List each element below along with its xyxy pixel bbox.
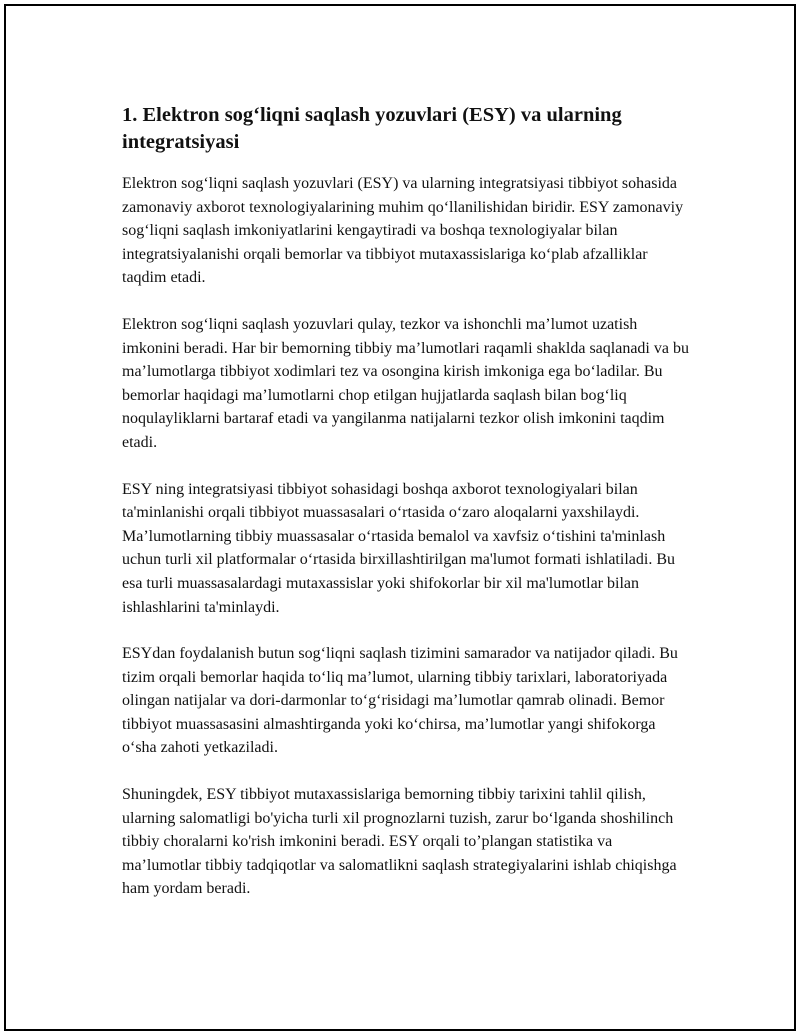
paragraph-3: ESY ning integratsiyasi tibbiyot sohasidagi boshqa axborot texnologiyalari bilan ta'minlanishi orqali tibbiyot muassasalari o‘rtasida o‘zaro aloqalarni yaxshilaydi. Ma’lumotlarning tibbiy muassasalar o‘rtasida bemalol va xavfsiz o‘tishini ta'minlash uchun turli xil platformalar o‘rtasida birxillashtirilgan ma'lumot formati ishlatiladi. Bu esa turli muassasalardagi mutaxassislar yoki shifokorlar bir xil ma'lumotlar bilan ishlashlarini ta'minlaydi. [122, 480, 675, 616]
paragraph-1: Elektron sog‘liqni saqlash yozuvlari (ESY) va ularning integratsiyasi tibbiyot sohasida zamonaviy axborot texnologiyalarining muhim qo‘llanilishidan biridir. ESY zamonaviy sog‘liqni saqlash imkoniyatlarini kengaytiradi va boshqa texnologiyalar bilan integratsiyalanishi orqali bemorlar va tibbiyot mutaxassislariga ko‘plab afzalliklar taqdim etadi. [122, 175, 684, 287]
section-heading: 1. Elektron sog‘liqni saqlash yozuvlari (ESY) va ularning integratsiyasi [122, 104, 622, 153]
paragraph-5: Shuningdek, ESY tibbiyot mutaxassislariga bemorning tibbiy tarixini tahlil qilish, ularning salomatligi bo'yicha turli xil prognozlarni tuzish, zarur bo‘lganda shoshilinch tibbiy choralarni ko'rish imkonini beradi. ESY orqali to’plangan statistika va ma’lumotlar tibbiy tadqiqotlar va salomatlikni saqlash strategiyalarini ishlab chiqishga ham yordam beradi. [122, 786, 677, 898]
document-body [122, 102, 692, 901]
paragraph-2: Elektron sog‘liqni saqlash yozuvlari qulay, tezkor va ishonchli ma’lumot uzatish imkonini beradi. Har bir bemorning tibbiy ma’lumotlari raqamli shaklda saqlanadi va bu ma’lumotlarga tibbiyot xodimlari tez va osongina kirish imkoniga ega bo‘ladilar. Bu bemorlar haqidagi ma’lumotlarni chop etilgan hujjatlarda saqlash bilan bog‘liq noqulayliklarni bartaraf etadi va yangilanma natijalarni tezkor olish imkonini taqdim etadi. [122, 315, 689, 451]
page-frame [4, 4, 796, 1031]
paragraph-4: ESYdan foydalanish butun sog‘liqni saqlash tizimini samarador va natijador qiladi. Bu tizim orqali bemorlar haqida to‘liq ma’lumot, ularning tibbiy tarixlari, laboratoriyada olingan natijalar va dori-darmonlar to‘g‘risidagi ma’lumotlar qamrab olinadi. Bemor tibbiyot muassasasini almashtirganda yoki ko‘chirsa, ma’lumotlar yangi shifokorga o‘sha zahoti yetkaziladi. [122, 645, 678, 757]
